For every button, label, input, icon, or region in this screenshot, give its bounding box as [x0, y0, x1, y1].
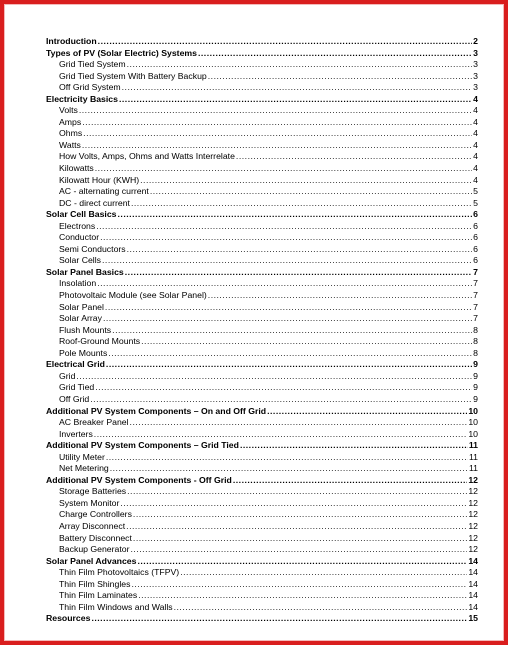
- dot-leader: [127, 59, 473, 71]
- toc-subsection-entry[interactable]: [46, 509, 478, 521]
- toc-page-number: 9: [473, 370, 478, 381]
- dot-leader: [110, 463, 468, 475]
- dot-leader: [233, 475, 468, 487]
- dot-leader: [133, 509, 467, 521]
- toc-subsection-entry[interactable]: [46, 371, 478, 383]
- toc-entry-label: Utility Meter: [59, 451, 105, 462]
- toc-section-entry[interactable]: [46, 359, 478, 371]
- toc-entry-label: Net Metering: [59, 463, 109, 474]
- toc-subsection-entry[interactable]: [46, 336, 478, 348]
- toc-page-number: 8: [473, 347, 478, 358]
- toc-page-number: 10: [468, 428, 478, 439]
- toc-entry-label: Grid Tied: [59, 382, 95, 393]
- toc-page-number: 14: [468, 601, 478, 612]
- toc-entry-label: Electrons: [59, 220, 96, 231]
- toc-subsection-entry[interactable]: [46, 498, 478, 510]
- toc-subsection-entry[interactable]: [46, 394, 478, 406]
- toc-page-number: 8: [473, 324, 478, 335]
- toc-page-number: 6: [473, 232, 478, 243]
- toc-entry-label: Electrical Grid: [46, 359, 105, 370]
- toc-entry-label: Additional PV System Components – On and Off Grid: [46, 405, 267, 416]
- toc-page-number: 12: [468, 532, 478, 543]
- toc-entry-label: Conductor: [59, 232, 100, 243]
- dot-leader: [102, 255, 472, 267]
- dot-leader: [127, 244, 473, 256]
- toc-page-number: 14: [468, 567, 478, 578]
- dot-leader: [108, 348, 472, 360]
- toc-subsection-entry[interactable]: [46, 255, 478, 267]
- toc-page-number: 12: [468, 509, 478, 520]
- toc-page-number: 6: [473, 243, 478, 254]
- toc-entry-label: Backup Generator: [59, 544, 130, 555]
- toc-entry-label: Ohms: [59, 128, 83, 139]
- toc-entry-label: DC - direct current: [59, 197, 130, 208]
- dot-leader: [127, 486, 467, 498]
- toc-section-entry[interactable]: [46, 613, 478, 625]
- toc-subsection-entry[interactable]: [46, 59, 478, 71]
- toc-subsection-entry[interactable]: [46, 82, 478, 94]
- toc-page-number: 7: [473, 301, 478, 312]
- toc-subsection-entry[interactable]: [46, 429, 478, 441]
- dot-leader: [198, 48, 472, 60]
- dot-leader: [133, 533, 467, 545]
- toc-page-number: 5: [473, 186, 478, 197]
- toc-entry-label: Flush Mounts: [59, 324, 112, 335]
- toc-entry-label: Additional PV System Components - Off Grid: [46, 474, 232, 485]
- dot-leader: [76, 371, 472, 383]
- dot-leader: [208, 71, 472, 83]
- toc-page-number: 12: [468, 544, 478, 555]
- toc-entry-label: Semi Conductors: [59, 243, 126, 254]
- toc-entry-label: Watts: [59, 139, 81, 150]
- toc-page-number: 3: [473, 82, 478, 93]
- toc-page-number: 4: [473, 116, 478, 127]
- toc-section-entry[interactable]: [46, 475, 478, 487]
- toc-page-number: 14: [468, 555, 478, 566]
- toc-page-number: 12: [468, 474, 478, 485]
- toc-subsection-entry[interactable]: [46, 602, 478, 614]
- toc-page-number: 10: [468, 405, 478, 416]
- toc-entry-label: Grid Tied System: [59, 59, 126, 70]
- toc-subsection-entry[interactable]: [46, 567, 478, 579]
- dot-leader: [138, 590, 467, 602]
- toc-entry-label: Solar Panel: [59, 301, 104, 312]
- toc-page-number: 3: [473, 59, 478, 70]
- toc-entry-label: Introduction: [46, 36, 97, 46]
- dot-leader: [95, 382, 472, 394]
- toc-entry-label: Resources: [46, 613, 91, 624]
- toc-page-number: 7: [473, 313, 478, 324]
- toc-subsection-entry[interactable]: [46, 221, 478, 233]
- toc-entry-label: Charge Controllers: [59, 509, 132, 520]
- dot-leader: [240, 440, 468, 452]
- dot-leader: [150, 186, 472, 198]
- toc-page-number: 4: [473, 128, 478, 139]
- dot-leader: [180, 567, 467, 579]
- toc-subsection-entry[interactable]: [46, 71, 478, 83]
- dot-leader: [82, 117, 472, 129]
- dot-leader: [112, 325, 472, 337]
- toc-entry-label: AC - alternating current: [59, 186, 149, 197]
- toc-page-number: 4: [473, 93, 478, 104]
- toc-section-entry[interactable]: [46, 556, 478, 568]
- dot-leader: [130, 417, 468, 429]
- toc-subsection-entry[interactable]: [46, 302, 478, 314]
- toc-entry-label: System Monitor: [59, 497, 120, 508]
- toc-entry-label: Inverters: [59, 428, 93, 439]
- dot-leader: [236, 151, 472, 163]
- toc-page-number: 9: [473, 393, 478, 404]
- dot-leader: [106, 359, 472, 371]
- toc-page-number: 3: [473, 47, 478, 58]
- toc-page-number: 4: [473, 151, 478, 162]
- toc-subsection-entry[interactable]: [46, 151, 478, 163]
- toc-subsection-entry[interactable]: [46, 417, 478, 429]
- toc-entry-label: Solar Panel Advances: [46, 555, 137, 566]
- toc-subsection-entry[interactable]: [46, 463, 478, 475]
- toc-entry-label: Pole Mounts: [59, 347, 108, 358]
- dot-leader: [97, 278, 472, 290]
- dot-leader: [131, 198, 472, 210]
- toc-page-number: 9: [473, 359, 478, 370]
- toc-entry-label: Off Grid System: [59, 82, 121, 93]
- dot-leader: [137, 556, 467, 568]
- toc-entry-label: Thin Film Windows and Walls: [59, 601, 173, 612]
- toc-entry-label: Kilowatt Hour (KWH): [59, 174, 140, 185]
- toc-subsection-entry[interactable]: [46, 486, 478, 498]
- toc-entry-label: Amps: [59, 116, 82, 127]
- toc-subsection-entry[interactable]: [46, 544, 478, 556]
- toc-entry-label: Thin Film Photovoltaics (TFPV): [59, 567, 180, 578]
- toc-entry-label: Thin Film Shingles: [59, 578, 131, 589]
- toc-entry-label: Insolation: [59, 278, 97, 289]
- toc-entry-label: Solar Cells: [59, 255, 102, 266]
- toc-page-number: 11: [468, 440, 478, 451]
- toc-subsection-entry[interactable]: [46, 290, 478, 302]
- toc-subsection-entry[interactable]: [46, 521, 478, 533]
- dot-leader: [90, 394, 472, 406]
- toc-page-number: 4: [473, 174, 478, 185]
- toc-page-number: 8: [473, 336, 478, 347]
- toc-page-number: 7: [473, 278, 478, 289]
- toc-entry-label: Grid Tied System With Battery Backup: [59, 70, 207, 81]
- dot-leader: [82, 140, 472, 152]
- toc-page-number: 3: [473, 70, 478, 81]
- toc-page-number: 9: [473, 382, 478, 393]
- toc-entry-label: Solar Cell Basics: [46, 209, 117, 220]
- dot-leader: [98, 36, 472, 48]
- toc-page-number: 15: [468, 613, 478, 624]
- toc-subsection-entry[interactable]: [46, 348, 478, 360]
- toc-subsection-entry[interactable]: [46, 105, 478, 117]
- toc-entry-label: Thin Film Laminates: [59, 590, 138, 601]
- dot-leader: [106, 452, 468, 464]
- toc-page-number: 10: [468, 417, 478, 428]
- dot-leader: [119, 94, 472, 106]
- toc-entry-label: Roof-Ground Mounts: [59, 336, 141, 347]
- dot-leader: [105, 302, 472, 314]
- toc-section-entry[interactable]: [46, 440, 478, 452]
- toc-section-entry[interactable]: [46, 267, 478, 279]
- toc-entry-label: Additional PV System Components – Grid Tied: [46, 440, 239, 451]
- dot-leader: [120, 498, 467, 510]
- toc-subsection-entry[interactable]: [46, 533, 478, 545]
- toc-page-number: 7: [473, 266, 478, 277]
- dot-leader: [94, 429, 468, 441]
- toc-page-number: 4: [473, 139, 478, 150]
- dot-leader: [131, 544, 468, 556]
- dot-leader: [122, 82, 473, 94]
- toc-subsection-entry[interactable]: [46, 232, 478, 244]
- toc-page-number: 4: [473, 105, 478, 116]
- toc-subsection-entry[interactable]: [46, 579, 478, 591]
- toc-section-entry[interactable]: [46, 36, 478, 48]
- toc-subsection-entry[interactable]: [46, 590, 478, 602]
- toc-subsection-entry[interactable]: [46, 186, 478, 198]
- toc-subsection-entry[interactable]: [46, 382, 478, 394]
- toc-subsection-entry[interactable]: [46, 117, 478, 129]
- toc-page-number: 5: [473, 197, 478, 208]
- dot-leader: [96, 221, 472, 233]
- toc-entry-label: Volts: [59, 105, 78, 116]
- toc-page-number: 11: [468, 463, 478, 474]
- toc-page-number: 6: [473, 220, 478, 231]
- dot-leader: [208, 290, 472, 302]
- dot-leader: [100, 232, 472, 244]
- toc-page-number: 12: [468, 497, 478, 508]
- dot-leader: [118, 209, 473, 221]
- toc-entry-label: Types of PV (Solar Electric) Systems: [46, 47, 197, 58]
- toc-page-number: 6: [473, 255, 478, 266]
- toc-subsection-entry[interactable]: [46, 128, 478, 140]
- toc-page-number: 12: [468, 520, 478, 531]
- toc-entry-label: Grid: [59, 370, 76, 381]
- toc-section-entry[interactable]: [46, 406, 478, 418]
- dot-leader: [140, 175, 472, 187]
- toc-page-number: 2: [473, 36, 478, 46]
- dot-leader: [126, 521, 467, 533]
- toc-page-number: 14: [468, 578, 478, 589]
- toc-entry-label: Array Disconnect: [59, 520, 126, 531]
- toc-entry-label: Electricity Basics: [46, 93, 118, 104]
- toc-entry-label: Solar Array: [59, 313, 102, 324]
- dot-leader: [267, 406, 467, 418]
- dot-leader: [174, 602, 468, 614]
- toc-page-number: 4: [473, 163, 478, 174]
- toc-page-number: 14: [468, 590, 478, 601]
- dot-leader: [83, 128, 472, 140]
- table-of-contents: [46, 36, 478, 625]
- toc-entry-label: Solar Panel Basics: [46, 266, 124, 277]
- dot-leader: [125, 267, 472, 279]
- toc-subsection-entry[interactable]: [46, 163, 478, 175]
- toc-subsection-entry[interactable]: [46, 325, 478, 337]
- toc-subsection-entry[interactable]: [46, 140, 478, 152]
- toc-subsection-entry[interactable]: [46, 278, 478, 290]
- toc-entry-label: Storage Batteries: [59, 486, 127, 497]
- toc-section-entry[interactable]: [46, 209, 478, 221]
- toc-subsection-entry[interactable]: [46, 452, 478, 464]
- dot-leader: [91, 613, 467, 625]
- toc-entry-label: Photovoltaic Module (see Solar Panel): [59, 290, 207, 301]
- toc-entry-label: AC Breaker Panel: [59, 417, 129, 428]
- dot-leader: [131, 579, 467, 591]
- toc-page-number: 6: [473, 209, 478, 220]
- dot-leader: [79, 105, 472, 117]
- toc-entry-label: Off Grid: [59, 393, 90, 404]
- dot-leader: [95, 163, 472, 175]
- toc-page-number: 12: [468, 486, 478, 497]
- toc-section-entry[interactable]: [46, 94, 478, 106]
- toc-entry-label: Battery Disconnect: [59, 532, 132, 543]
- toc-subsection-entry[interactable]: [46, 313, 478, 325]
- toc-page-number: 11: [468, 451, 478, 462]
- toc-page-number: 7: [473, 290, 478, 301]
- dot-leader: [141, 336, 472, 348]
- toc-subsection-entry[interactable]: [46, 244, 478, 256]
- dot-leader: [103, 313, 472, 325]
- toc-section-entry[interactable]: [46, 48, 478, 60]
- toc-subsection-entry[interactable]: [46, 198, 478, 210]
- toc-entry-label: Kilowatts: [59, 163, 94, 174]
- toc-entry-label: How Volts, Amps, Ohms and Watts Interrelate: [59, 151, 235, 162]
- toc-subsection-entry[interactable]: [46, 175, 478, 187]
